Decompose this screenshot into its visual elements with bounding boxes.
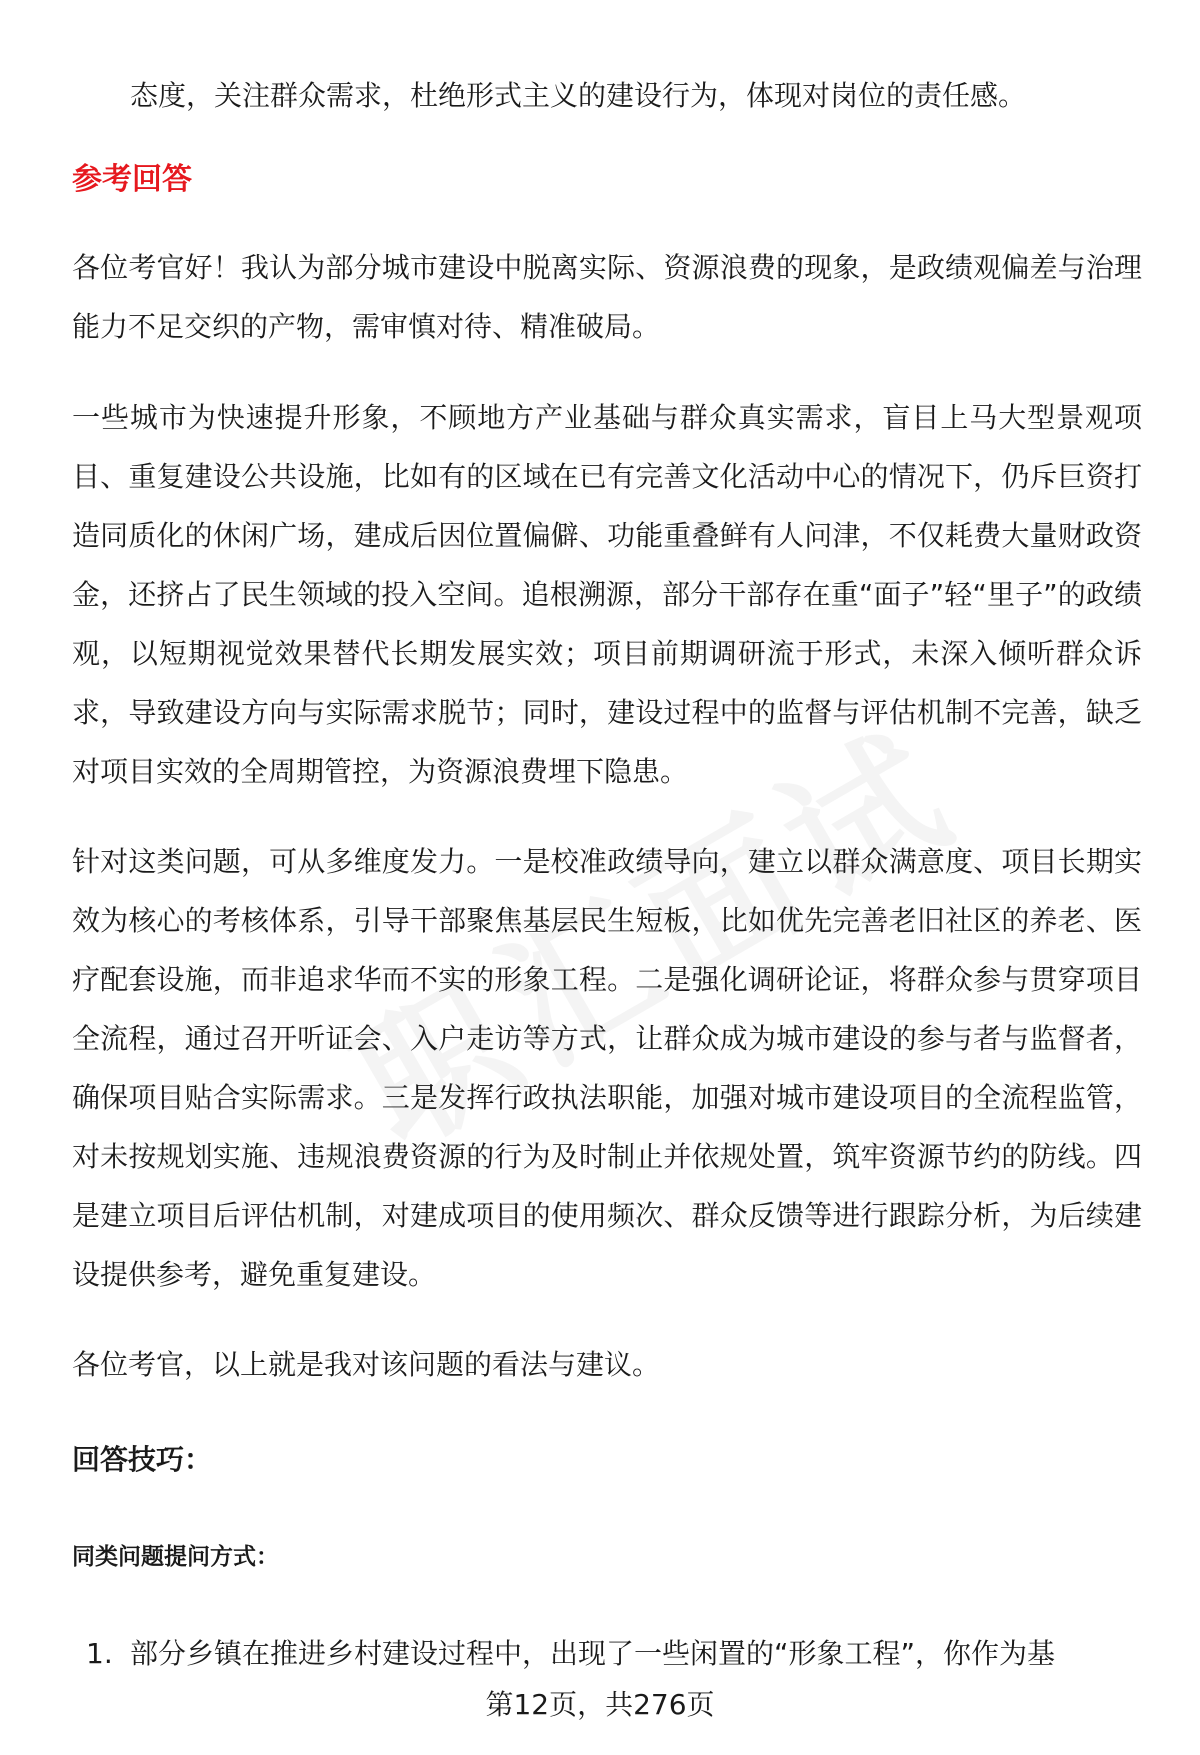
paragraph-measures: 针对这类问题，可从多维度发力。一是校准政绩导向，建立以群众满意度、项目长期实效为核心的考核体系，引导干部聚焦基层民生短板，比如优先完善老旧社区的养老、医疗配套设施，而非追求华而不实的形象工程。二是强化调研论证，将群众参与贯穿项目全流程，通过召开听证会、入户走访等方式，让群众成为城市建设的参与者与监督者，确保项目贴合实际需求。三是发挥行政执法职能，加强对城市建设项目的全流程监管，对未按规划实施、违规浪费资源的行为及时制止并依规处置，筑牢资源节约的防线。四是建立项目后评估机制，对建成项目的使用频次、群众反馈等进行跟踪分析，为后续建设提供参考，避免重复建设。 [72,845,1142,1291]
list-item-number: 1. [86,1637,113,1670]
paragraph-closing: 各位考官，以上就是我对该问题的看法与建议。 [72,1348,661,1381]
page-number-footer: 第12页，共276页 [485,1688,715,1721]
paragraph-opening: 各位考官好！我认为部分城市建设中脱离实际、资源浪费的现象，是政绩观偏差与治理能力不足交织的产物，需审慎对待、精准破局。 [72,251,1142,343]
answer-tips-heading: 回答技巧： [72,1443,213,1476]
continuation-text: 态度，关注群众需求，杜绝形式主义的建设行为，体现对岗位的责任感。 [130,79,1027,112]
paragraph-analysis: 一些城市为快速提升形象，不顾地方产业基础与群众真实需求，盲目上马大型景观项目、重复建设公共设施，比如有的区域在已有完善文化活动中心的情况下，仍斥巨资打造同质化的休闲广场，建成后因位置偏僻、功能重叠鲜有人问津，不仅耗费大量财政资金，还挤占了民生领域的投入空间。追根溯源，部分干部存在重“面子”轻“里子”的政绩观，以短期视觉效果替代长期发展实效；项目前期调研流于形式，未深入倾听群众诉求，导致建设方向与实际需求脱节；同时，建设过程中的监督与评估机制不完善，缺乏对项目实效的全周期管控，为资源浪费埋下隐患。 [72,401,1142,788]
list-item-text: 部分乡镇在推进乡村建设过程中，出现了一些闲置的“形象工程”，你作为基 [130,1637,1056,1670]
similar-questions-heading: 同类问题提问方式： [72,1544,279,1570]
list-item [86,1634,1142,1674]
reference-answer-heading: 参考回答 [72,162,192,197]
